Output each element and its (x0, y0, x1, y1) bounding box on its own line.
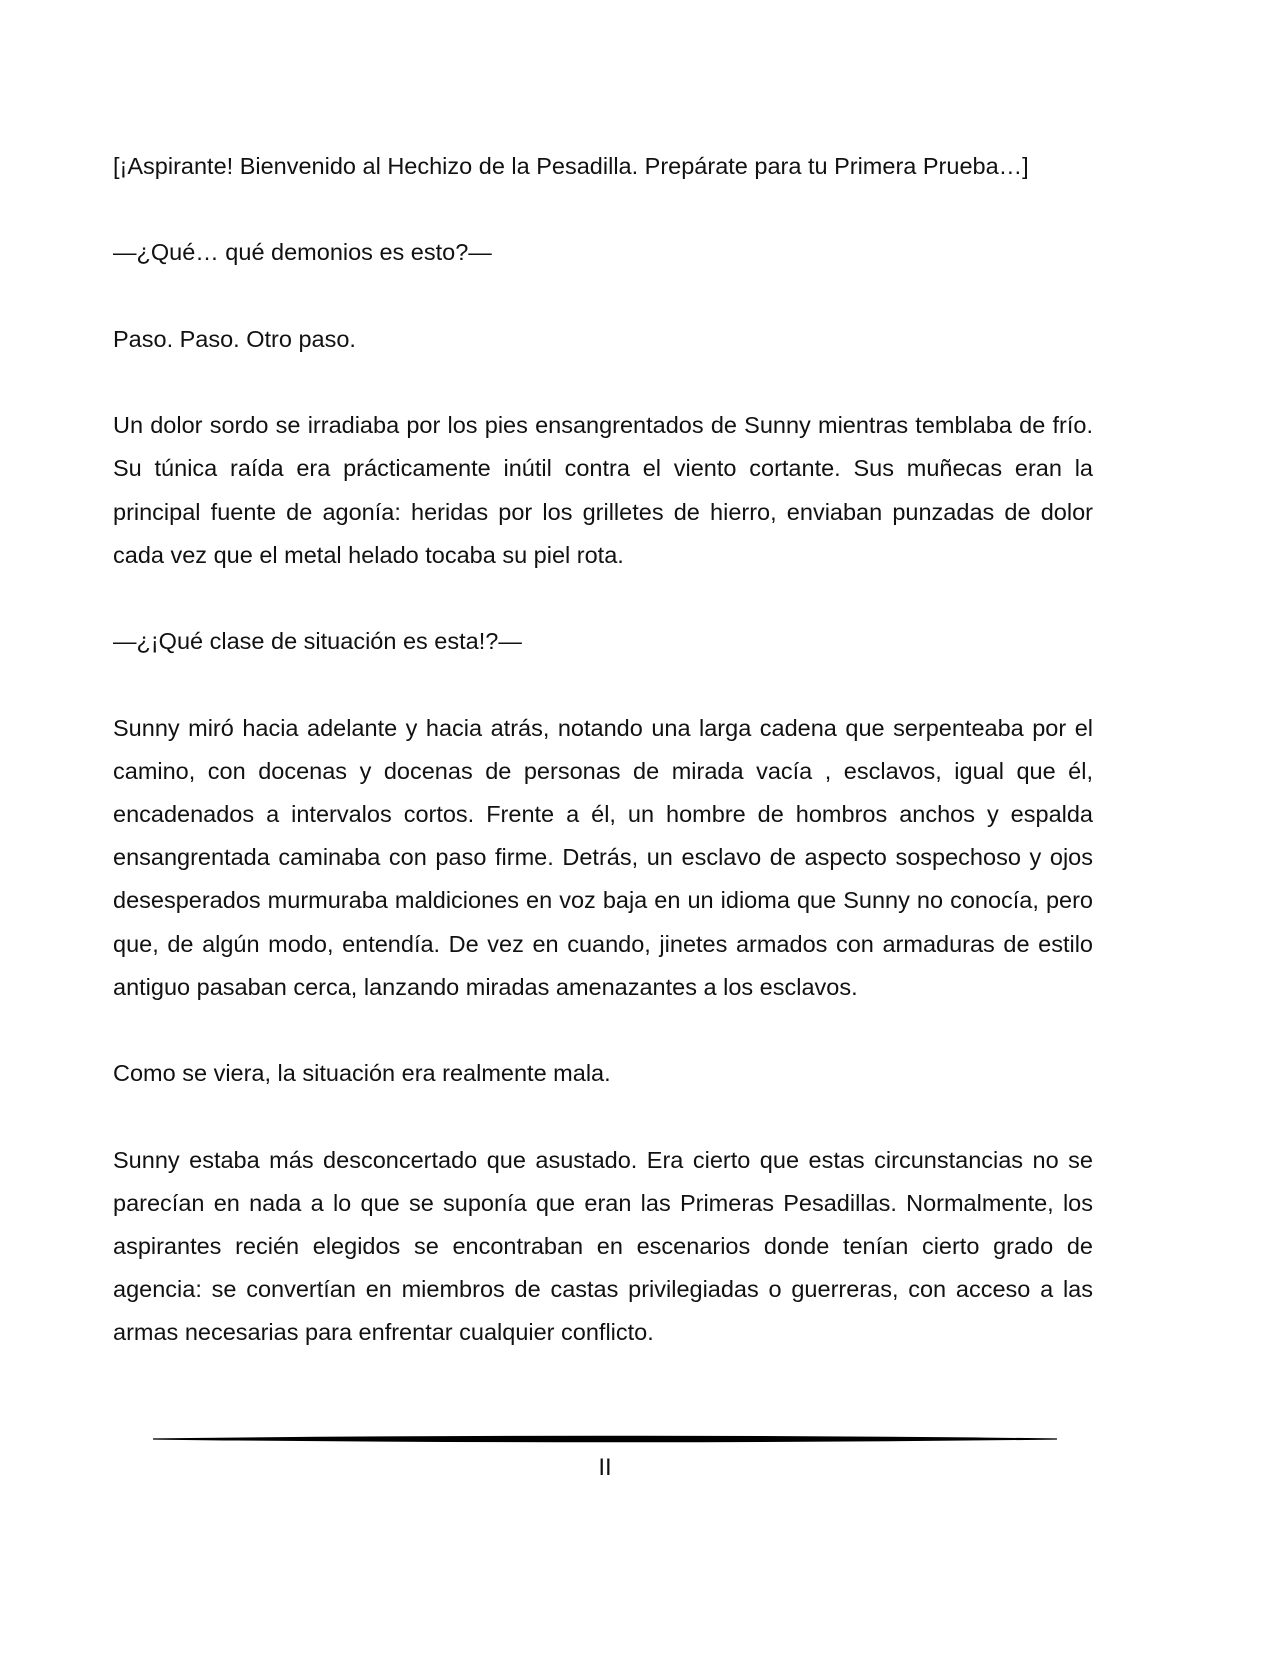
dialogue-paragraph: —¿¡Qué clase de situación es esta!?— (113, 628, 522, 655)
narration-paragraph: Sunny estaba más desconcertado que asustado. Era cierto que estas circunstancias no se parecían en nada a lo que se suponía que eran las Primeras Pesadillas. Normalmente, los aspirantes recién elegidos se encontraban en escenarios donde tenían cierto grado de agencia: se convertían en miembros de castas privilegiadas o guerreras, con acceso a las armas necesarias para enfrentar cualquier conflicto. (113, 1146, 1093, 1346)
footer-divider-swell (153, 1436, 1057, 1443)
system-message-paragraph: [¡Aspirante! Bienvenido al Hechizo de la Pesadilla. Prepárate para tu Primera Prueba…] (113, 153, 1029, 179)
document-body (113, 145, 1093, 1398)
footer-divider (153, 1433, 1057, 1445)
narration-paragraph: Paso. Paso. Otro paso. (113, 325, 356, 352)
narration-paragraph: Como se viera, la situación era realmente mala. (113, 1060, 611, 1087)
narration-paragraph: Un dolor sordo se irradiaba por los pies ensangrentados de Sunny mientras temblaba de frío. Su túnica raída era prácticamente inútil contra el viento cortante. Sus muñecas eran la principal fuente de agonía: heridas por los grilletes de hierro, enviaban punzadas de dolor cada vez que el metal helado tocaba su piel rota. (113, 412, 1093, 568)
page-number: II (598, 1454, 612, 1481)
dialogue-paragraph: —¿Qué… qué demonios es esto?— (113, 239, 492, 266)
narration-paragraph: Sunny miró hacia adelante y hacia atrás, notando una larga cadena que serpenteaba por el camino, con docenas y docenas de personas de mirada vacía , esclavos, igual que él, encadenados a intervalos cortos. Frente a él, un hombre de hombros anchos y espalda ensangrentada caminaba con paso firme. Detrás, un esclavo de aspecto sospechoso y ojos desesperados murmuraba maldiciones en voz baja en un idioma que Sunny no conocía, pero que, de algún modo, entendía. De vez en cuando, jinetes armados con armaduras de estilo antiguo pasaban cerca, lanzando miradas amenazantes a los esclavos. (113, 714, 1093, 1000)
